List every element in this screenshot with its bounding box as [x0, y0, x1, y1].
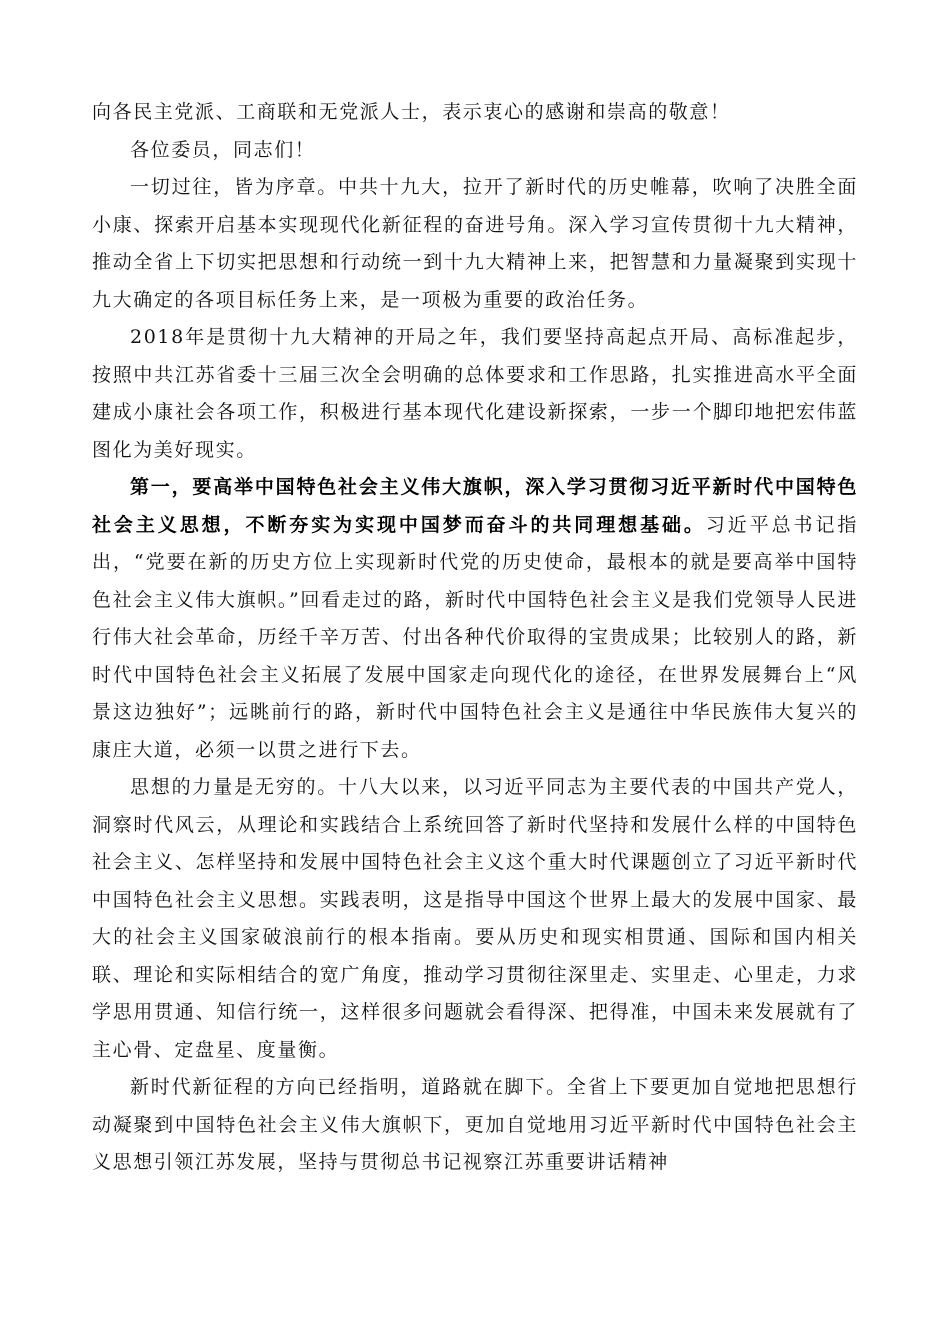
paragraph-text: 思想的力量是无穷的。十八大以来，以习近平同志为主要代表的中国共产党人，洞察时代风云，从理论和实践结合上系统回答了新时代坚持和发展什么样的中国特色社会主义、怎样坚持和发展中国特色社会主义这个重大时代课题创立了习近平新时代中国特色社会主义思想。实践表明，这是指导中国这个世界上最大的发展中国家、最大的社会主义国家破浪前行的根本指南。要从历史和现实相贯通、国际和国内相关联、理论和实际相结合的宽广角度，推动学习贯彻往深里走、实里走、心里走，力求学思用贯通、知信行统一，这样很多问题就会看得深、把得准，中国未来发展就有了主心骨、定盘星、度量衡。: [92, 776, 858, 1061]
paragraph-thanks: [92, 94, 858, 132]
paragraph-text: 各位委员，同志们！: [130, 138, 316, 161]
paragraph-text: 向各民主党派、工商联和无党派人士，表示衷心的感谢和崇高的敬意！: [92, 101, 731, 123]
paragraph-first-point: [92, 469, 858, 769]
paragraph-text: 习近平总书记指出，“党要在新的历史方位上实现新时代党的历史使命，最根本的就是要高举中国特色社会主义伟大旗帜。”回看走过的路，新时代中国特色社会主义是我们党领导人民进行伟大社会革命，历经千辛万苦、付出各种代价取得的宝贵成果；比较别人的路，新时代中国特色社会主义拓展了发展中国家走向现代化的途径，在世界发展舞台上“风景这边独好”；远眺前行的路，新时代中国特色社会主义是通往中华民族伟大复兴的康庄大道，必须一以贯之进行下去。: [92, 513, 858, 761]
paragraph-text: 2018年是贯彻十九大精神的开局之年，我们要坚持高起点开局、高标准起步，按照中共江苏省委十三届三次全会明确的总体要求和工作思路，扎实推进高水平全面建成小康社会各项工作，积极进行基本现代化建设新探索，一步一个脚印地把宏伟蓝图化为美好现实。: [92, 326, 858, 461]
paragraph-prologue: [92, 169, 858, 319]
paragraph-lead-bold: 第一，要高举中国特色社会主义伟大旗帜，深入学习贯彻习近平新时代中国特色社会主义思想，不断夯实为实现中国梦而奋斗的共同理想基础。: [92, 476, 858, 536]
paragraph-text: 新时代新征程的方向已经指明，道路就在脚下。全省上下要更加自觉地把思想行动凝聚到中国特色社会主义伟大旗帜下，更加自觉地用习近平新时代中国特色社会主义思想引领江苏发展，坚持与贯彻总书记视察江苏重要讲话精神: [92, 1076, 858, 1173]
paragraph-thought-power: [92, 769, 858, 1069]
paragraph-2018: [92, 319, 858, 469]
paragraph-text: 一切过往，皆为序章。中共十九大，拉开了新时代的历史帷幕，吹响了决胜全面小康、探索开启基本实现现代化新征程的奋进号角。深入学习宣传贯彻十九大精神，推动全省上下切实把思想和行动统一到十九大精神上来，把智慧和力量凝聚到实现十九大确定的各项目标任务上来，是一项极为重要的政治任务。: [92, 176, 858, 311]
paragraph-new-journey: [92, 1069, 858, 1182]
paragraph-greeting: [92, 132, 858, 170]
document-body: [92, 94, 858, 1182]
